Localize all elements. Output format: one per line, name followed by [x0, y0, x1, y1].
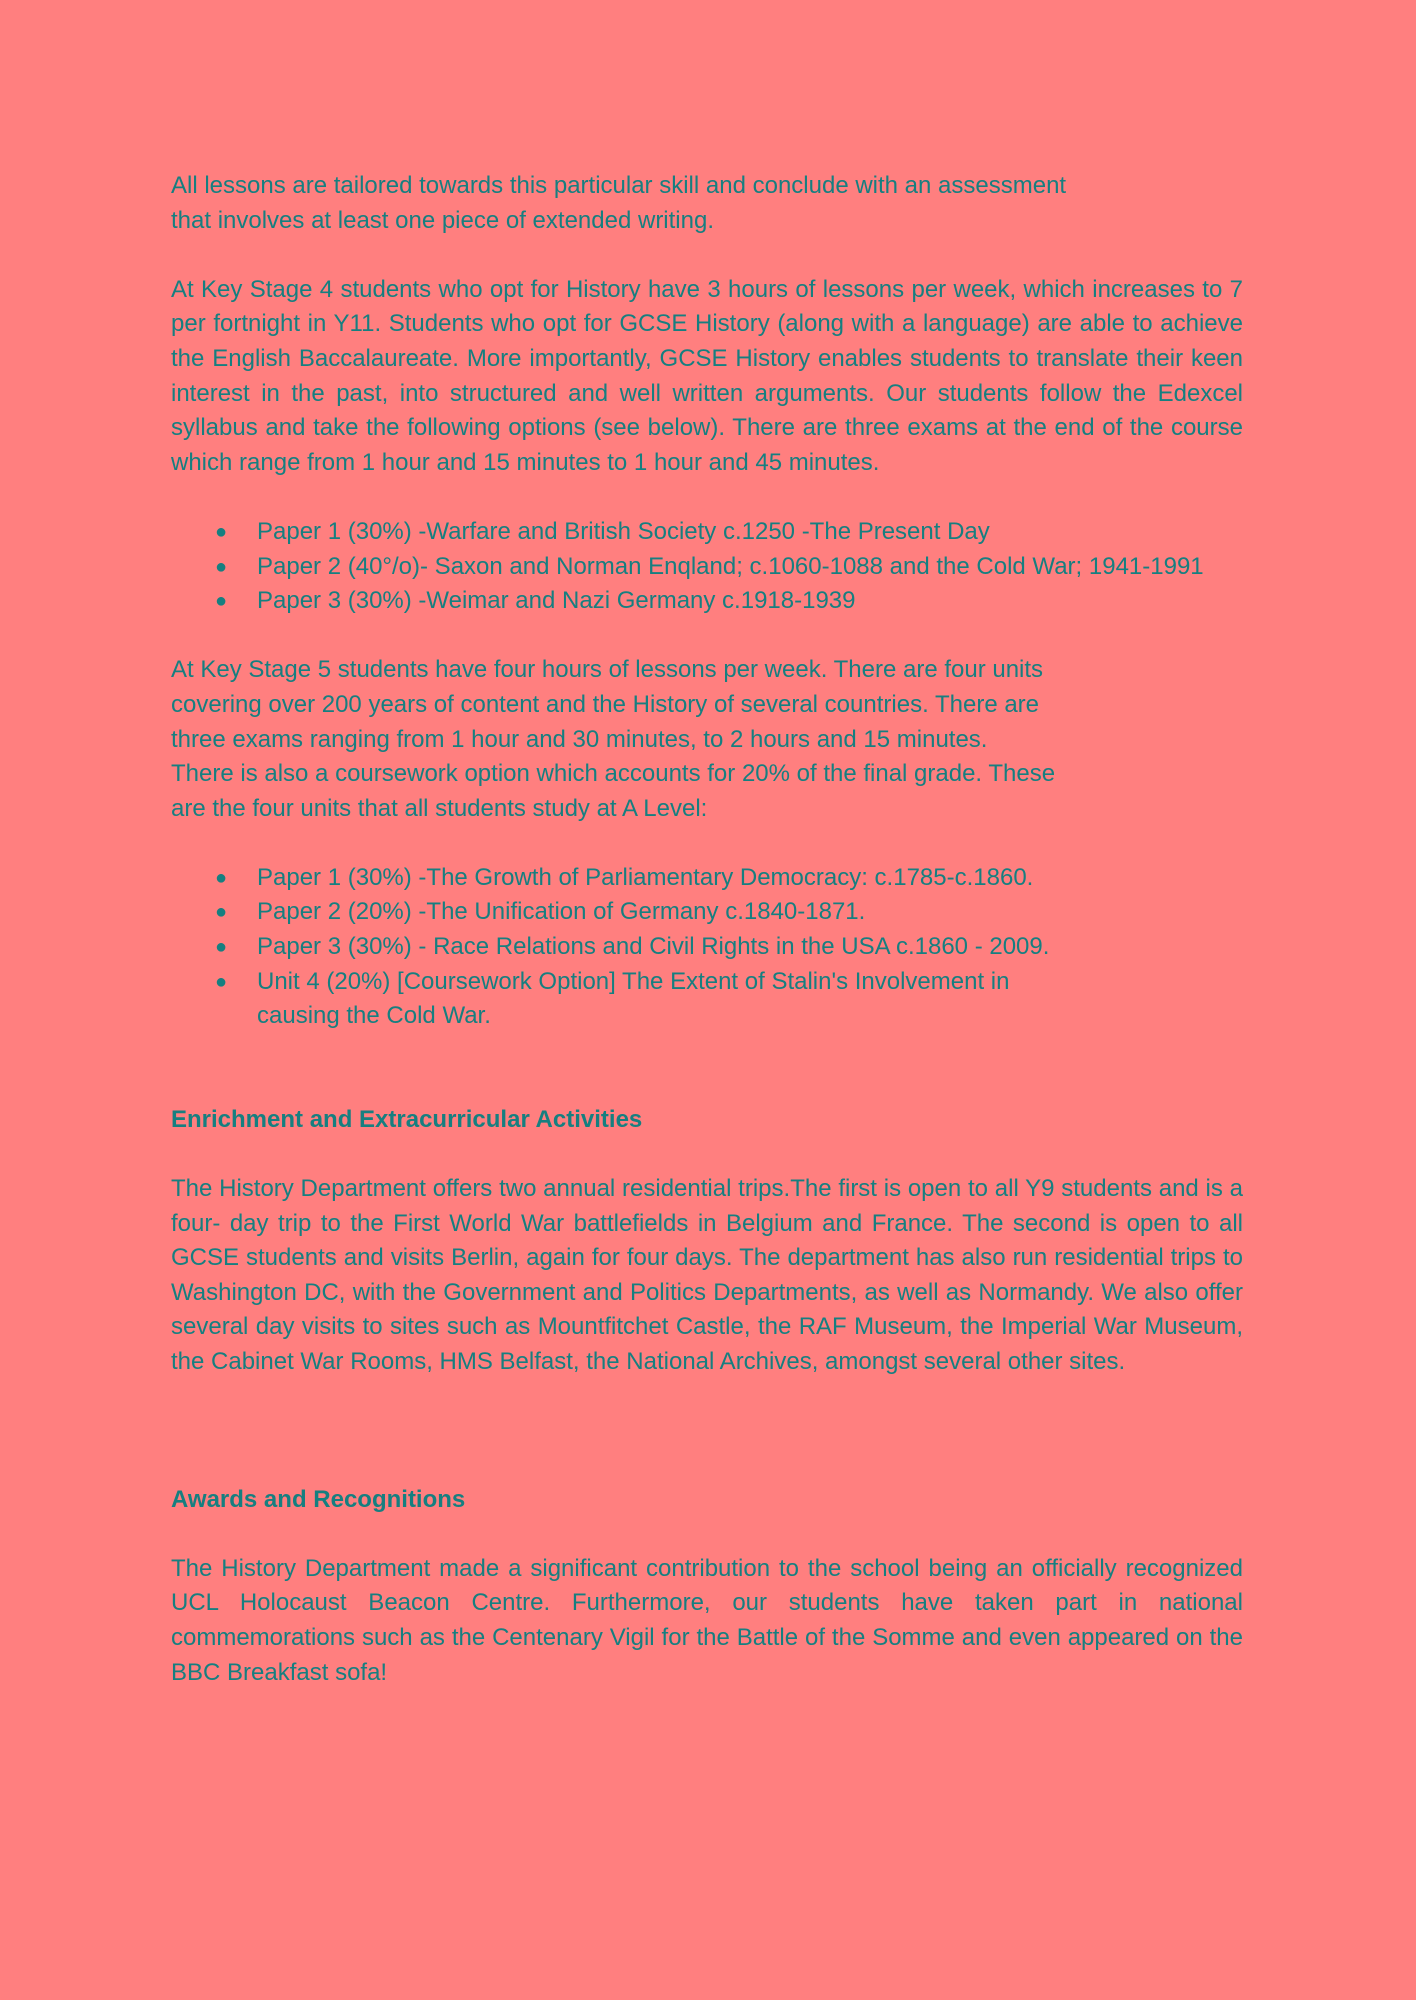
list-item-text: Paper 3 (30%) -Weimar and Nazi Germany c.1918-1939: [257, 587, 856, 615]
list-item: [171, 895, 1243, 930]
ks5-line: are the four units that all students study at A Level:: [171, 794, 708, 822]
bullet-icon: ●: [215, 555, 228, 578]
ks5-line: At Key Stage 5 students have four hours of lessons per week. There are four units: [171, 656, 1044, 684]
intro-line-2: that involves at least one piece of extended writing.: [171, 206, 714, 234]
intro-line-1: All lessons are tailored towards this particular skill and conclude with an assessment: [171, 172, 1067, 199]
list-item: [171, 515, 1243, 550]
ks5-line: There is also a coursework option which accounts for 20% of the final grade. These: [171, 760, 1056, 788]
ks4-paragraph: At Key Stage 4 students who opt for History have 3 hours of lessons per week, which increases to 7 per fortnight in Y11. Students who opt for GCSE History (along with a language) are able to achieve the English Baccalaureate. More importantly, GCSE History enables students to translate their keen interest in the past, into structured and well written arguments. Our students follow the Edexcel syllabus and take the following options (see below). There are three exams at the end of the course which range from 1 hour and 15 minutes to 1 hour and 45 minutes.: [171, 275, 1243, 476]
ks5-line: three exams ranging from 1 hour and 30 minutes, to 2 hours and 15 minutes.: [171, 725, 988, 753]
enrichment-heading: Enrichment and Extracurricular Activities: [171, 1105, 643, 1133]
intro-paragraph: [171, 169, 1243, 238]
list-item: [171, 930, 1243, 965]
list-item: [171, 861, 1243, 896]
ks5-paragraph: [171, 653, 1243, 826]
awards-heading: Awards and Recognitions: [171, 1485, 466, 1513]
document-page: [171, 169, 1243, 1690]
bullet-icon: ●: [215, 590, 228, 613]
list-item-text: Paper 2 (20%) -The Unification of Germany c.1840-1871.: [257, 898, 866, 926]
list-item: [171, 550, 1243, 585]
list-item-text: Paper 2 (40°/o)- Saxon and Norman Enqland; c.1060-1088 and the Cold War; 1941-1991: [257, 552, 1204, 580]
bullet-icon: ●: [215, 936, 228, 959]
list-item-text: Paper 1 (30%) -Warfare and British Society c.1250 -The Present Day: [257, 517, 990, 545]
awards-paragraph: The History Department made a significant contribution to the school being an officially recognized UCL Holocaust Beacon Centre. Furthermore, our students have taken part in national commemorations such as the Centenary Vigil for the Battle of the Somme and even appeared on the BBC Breakfast sofa!: [171, 1554, 1243, 1686]
bullet-icon: ●: [215, 866, 228, 889]
list-item: [171, 965, 1097, 1034]
ks5-line: covering over 200 years of content and the History of several countries. There are: [171, 690, 1040, 718]
bullet-icon: ●: [215, 970, 228, 993]
list-item: [171, 584, 1243, 619]
list-item-text: Unit 4 (20%) [Coursework Option] The Extent of Stalin's Involvement in causing the Cold War.: [257, 967, 1010, 1030]
ks4-paper-list: [171, 515, 1243, 619]
ks5-unit-list: [171, 861, 1243, 1034]
bullet-icon: ●: [215, 901, 228, 924]
list-item-text: Paper 1 (30%) -The Growth of Parliamentary Democracy: c.1785-c.1860.: [257, 863, 1034, 891]
enrichment-paragraph: The History Department offers two annual residential trips.The first is open to all Y9 students and is a four- day trip to the First World War battlefields in Belgium and France. The second is open to all GCSE students and visits Berlin, again for four days. The department has also run residential trips to Washington DC, with the Government and Politics Departments, as well as Normandy. We also offer several day visits to sites such as Mountfitchet Castle, the RAF Museum, the Imperial War Museum, the Cabinet War Rooms, HMS Belfast, the National Archives, amongst several other sites.: [171, 1175, 1243, 1375]
list-item-text: Paper 3 (30%) - Race Relations and Civil Rights in the USA c.1860 - 2009.: [257, 933, 1050, 961]
bullet-icon: ●: [215, 520, 228, 543]
